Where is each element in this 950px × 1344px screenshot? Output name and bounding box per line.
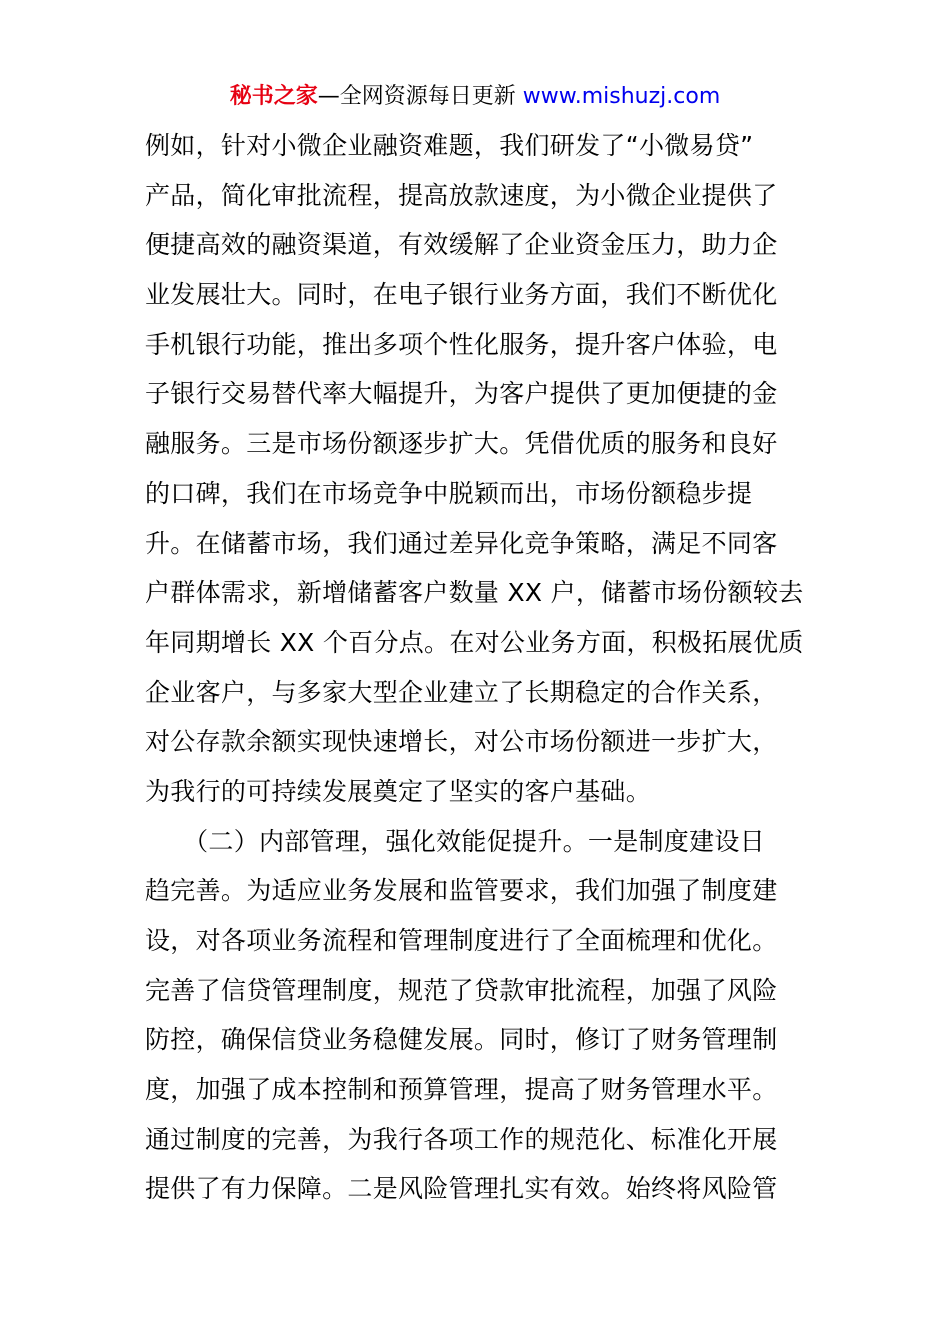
text-line: 产品，简化审批流程，提高放款速度，为小微企业提供了 <box>145 180 778 210</box>
text-line: 户群体需求，新增储蓄客户数量 XX 户，储蓄市场份额较去 <box>145 578 804 608</box>
text-line: 度，加强了成本控制和预算管理，提高了财务管理水平。 <box>145 1075 778 1105</box>
text-line: 的口碑，我们在市场竞争中脱颖而出，市场份额稳步提 <box>145 478 753 508</box>
text-line: 手机银行功能，推出多项个性化服务，提升客户体验，电 <box>145 329 778 359</box>
text-line: 融服务。三是市场份额逐步扩大。凭借优质的服务和良好 <box>145 429 778 459</box>
text-line: 设，对各项业务流程和管理制度进行了全面梳理和优化。 <box>145 926 778 955</box>
text-line: 业发展壮大。同时，在电子银行业务方面，我们不断优化 <box>145 280 778 310</box>
text-line: 防控，确保信贷业务稳健发展。同时，修订了财务管理制 <box>145 1025 778 1055</box>
text-line: 对公存款余额实现快速增长，对公市场份额进一步扩大， <box>145 727 778 757</box>
text-line: 升。在储蓄市场，我们通过差异化竞争策略，满足不同客 <box>145 528 778 558</box>
text-line: 企业客户，与多家大型企业建立了长期稳定的合作关系， <box>145 677 778 707</box>
text-line: 通过制度的完善，为我行各项工作的规范化、标准化开展 <box>145 1124 778 1154</box>
text-line: 例如，针对小微企业融资难题，我们研发了“小微易贷” <box>145 131 754 160</box>
text-line: 提供了有力保障。二是风险管理扎实有效。始终将风险管 <box>145 1174 778 1204</box>
text-line: 年同期增长 XX 个百分点。在对公业务方面，积极拓展优质 <box>145 627 804 657</box>
text-line: 完善了信贷管理制度，规范了贷款审批流程，加强了风险 <box>145 975 778 1005</box>
paragraph-start-line: （二）内部管理，强化效能促提升。一是制度建设日 <box>145 826 766 856</box>
document-body <box>145 121 810 1214</box>
page-header <box>0 82 950 112</box>
text-line: 为我行的可持续发展奠定了坚实的客户基础。 <box>145 776 652 806</box>
website-link[interactable]: www.mishuzj.com <box>522 84 721 109</box>
text-line: 趋完善。为适应业务发展和监管要求，我们加强了制度建 <box>145 876 778 906</box>
header-tagline: —全网资源每日更新 <box>317 84 516 109</box>
text-line: 子银行交易替代率大幅提升，为客户提供了更加便捷的金 <box>145 379 778 409</box>
text-line: 便捷高效的融资渠道，有效缓解了企业资金压力，助力企 <box>145 230 778 260</box>
brand-name: 秘书之家 <box>229 84 318 109</box>
